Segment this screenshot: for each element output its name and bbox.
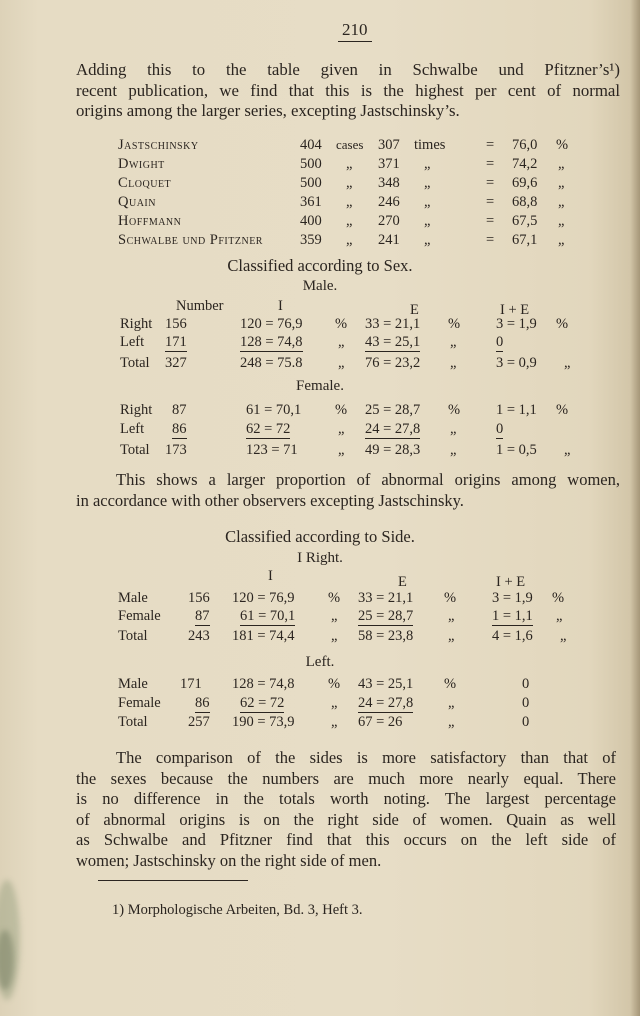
row-i: 120 = 76,9 <box>240 316 303 332</box>
row-e-unit: „ <box>448 695 455 711</box>
row-i-unit: „ <box>338 334 345 350</box>
row-i: 181 = 74,4 <box>232 628 295 644</box>
row-ie: 1 = 1,1 <box>492 608 533 624</box>
row-e: 33 = 21,1 <box>358 590 414 606</box>
row-ie-unit: „ <box>556 608 563 624</box>
row-ie: 0 <box>522 695 530 711</box>
page-number: 210 <box>338 20 372 42</box>
row-n: 257 <box>188 714 210 730</box>
series-cases: 500 <box>300 175 322 191</box>
col-i: I <box>268 568 273 584</box>
row-i: 62 = 72 <box>240 695 285 711</box>
row-label: Total <box>120 355 150 371</box>
row-e: 43 = 25,1 <box>365 334 421 350</box>
row-label: Female <box>118 695 161 711</box>
row-ie-unit: % <box>556 402 569 418</box>
row-ie: 1 = 1,1 <box>496 402 537 418</box>
row-label: Right <box>120 316 153 332</box>
col-number: Number <box>176 298 224 314</box>
female-label: Female. <box>296 378 344 394</box>
row-i: 120 = 76,9 <box>232 590 295 606</box>
male-label: Male. <box>302 278 338 294</box>
row-i: 123 = 71 <box>246 442 298 458</box>
series-pct: 74,2 <box>512 156 538 172</box>
row-i-unit: „ <box>331 608 338 624</box>
page-edge-shadow <box>630 0 640 1016</box>
mid-paragraph <box>76 470 620 511</box>
row-label: Right <box>120 402 153 418</box>
row-e: 58 = 23,8 <box>358 628 414 644</box>
row-e-unit: „ <box>450 355 457 371</box>
row-e-unit: % <box>444 676 457 692</box>
series-name: Jastschinsky <box>118 137 199 153</box>
series-eq: = <box>486 194 495 210</box>
row-e-unit: „ <box>448 608 455 624</box>
conclusion-paragraph <box>76 748 616 871</box>
row-ie: 0 <box>522 676 530 692</box>
row-i-unit: % <box>328 590 341 606</box>
intro-line: recent publication, we find that this is the highest per cent of normal <box>76 80 620 100</box>
row-ie: 0 <box>496 334 504 350</box>
row-i-unit: „ <box>338 421 345 437</box>
series-pct: 67,5 <box>512 213 538 229</box>
row-e: 25 = 28,7 <box>358 608 414 624</box>
row-label: Left <box>120 334 145 350</box>
series-ditto: „ <box>346 156 353 172</box>
row-ie: 1 = 0,5 <box>496 442 537 458</box>
row-i: 128 = 74,8 <box>240 334 303 350</box>
row-i: 190 = 73,9 <box>232 714 295 730</box>
mid-line: This shows a larger proportion of abnormal origins among women, <box>116 470 620 489</box>
side-heading: Classified according to Side. <box>225 527 415 546</box>
row-n: 87 <box>172 402 187 418</box>
row-n: 86 <box>172 421 187 437</box>
row-e-unit: % <box>448 402 461 418</box>
series-cases: 400 <box>300 213 322 229</box>
row-n: 327 <box>165 355 187 371</box>
row-i: 61 = 70,1 <box>246 402 302 418</box>
row-ie: 3 = 0,9 <box>496 355 537 371</box>
row-label: Female <box>118 608 161 624</box>
row-e: 24 = 27,8 <box>358 695 414 711</box>
row-n: 243 <box>188 628 210 644</box>
col-e: E <box>410 302 419 318</box>
row-i-unit: „ <box>338 355 345 371</box>
conclusion-line: is no difference in the totals worth noting. The largest percentage <box>76 789 616 808</box>
row-i-unit: „ <box>331 714 338 730</box>
row-ie: 0 <box>522 714 530 730</box>
row-i-unit: % <box>335 316 348 332</box>
series-name: Quain <box>118 194 156 210</box>
series-times-word: times <box>414 137 446 153</box>
series-pct: 69,6 <box>512 175 538 191</box>
series-name: Hoffmann <box>118 213 182 229</box>
row-label: Left <box>120 421 145 437</box>
series-times: 307 <box>378 137 400 153</box>
row-e-unit: „ <box>448 714 455 730</box>
series-cases: 359 <box>300 232 322 248</box>
row-label: Total <box>120 442 150 458</box>
row-ie: 0 <box>496 421 504 437</box>
row-e-unit: „ <box>450 421 457 437</box>
right-label: I Right. <box>297 550 343 566</box>
left-label: Left. <box>305 654 335 670</box>
row-ie-unit: „ <box>564 355 571 371</box>
series-ditto: „ <box>424 232 431 248</box>
row-e-unit: % <box>448 316 461 332</box>
series-eq: = <box>486 175 495 191</box>
series-pct-sign: % <box>556 137 569 153</box>
row-n: 171 <box>165 334 187 350</box>
row-e: 24 = 27,8 <box>365 421 421 437</box>
footnote-rule <box>98 880 248 881</box>
series-eq: = <box>486 232 495 248</box>
row-ie-unit: „ <box>564 442 571 458</box>
series-cases: 500 <box>300 156 322 172</box>
row-e-unit: % <box>444 590 457 606</box>
series-pct: 76,0 <box>512 137 538 153</box>
col-ie: I + E <box>496 574 526 590</box>
row-i: 62 = 72 <box>246 421 291 437</box>
row-i-unit: „ <box>338 442 345 458</box>
conclusion-line: of abnormal origins is on the right side of women. Quain as well <box>76 809 616 829</box>
row-label: Total <box>118 628 148 644</box>
series-ditto: „ <box>558 175 565 191</box>
intro-line: origins among the larger series, excepting Jastschinsky’s. <box>76 101 460 120</box>
row-e: 67 = 26 <box>358 714 403 730</box>
series-eq: = <box>486 137 495 153</box>
row-e: 43 = 25,1 <box>358 676 414 692</box>
series-ditto: „ <box>424 194 431 210</box>
row-i-unit: % <box>335 402 348 418</box>
row-ie-unit: % <box>552 590 565 606</box>
row-n: 173 <box>165 442 187 458</box>
row-i-unit: „ <box>331 628 338 644</box>
series-ditto: „ <box>424 156 431 172</box>
series-pct: 68,8 <box>512 194 538 210</box>
series-ditto: „ <box>558 213 565 229</box>
row-i-unit: „ <box>331 695 338 711</box>
series-ditto: „ <box>558 232 565 248</box>
row-ie: 4 = 1,6 <box>492 628 533 644</box>
row-n: 87 <box>195 608 210 624</box>
row-label: Male <box>118 676 148 692</box>
series-name: Schwalbe und Pfitzner <box>118 232 263 248</box>
series-times: 246 <box>378 194 400 210</box>
series-ditto: „ <box>424 175 431 191</box>
series-eq: = <box>486 213 495 229</box>
row-ie-unit: „ <box>560 628 567 644</box>
row-ie: 3 = 1,9 <box>496 316 537 332</box>
row-label: Total <box>118 714 148 730</box>
row-i: 248 = 75.8 <box>240 355 303 371</box>
series-cases: 404 <box>300 137 322 153</box>
series-times: 371 <box>378 156 400 172</box>
series-name: Cloquet <box>118 175 172 191</box>
row-ie-unit: % <box>556 316 569 332</box>
conclusion-line: women; Jastschinsky on the right side of men. <box>76 850 382 870</box>
conclusion-line: the sexes because the numbers are much more nearly equal. There <box>76 768 616 788</box>
row-i: 61 = 70,1 <box>240 608 296 624</box>
series-ditto: „ <box>558 156 565 172</box>
series-ditto: „ <box>346 232 353 248</box>
col-e: E <box>398 574 407 590</box>
series-name: Dwight <box>118 156 165 172</box>
series-ditto: „ <box>346 213 353 229</box>
conclusion-line: The comparison of the sides is more satisfactory than that of <box>116 748 616 767</box>
row-n: 156 <box>188 590 210 606</box>
series-ditto: „ <box>346 175 353 191</box>
mid-line: in accordance with other observers excepting Jastschinsky. <box>76 490 464 510</box>
row-label: Male <box>118 590 148 606</box>
series-ditto: „ <box>424 213 431 229</box>
series-eq: = <box>486 156 495 172</box>
row-e: 49 = 28,3 <box>365 442 421 458</box>
row-i-unit: % <box>328 676 341 692</box>
series-times: 348 <box>378 175 400 191</box>
conclusion-line: as Schwalbe and Pfitzner find that this occurs on the left side of <box>76 830 616 849</box>
row-ie: 3 = 1,9 <box>492 590 533 606</box>
row-e: 33 = 21,1 <box>365 316 421 332</box>
row-n: 171 <box>180 676 202 692</box>
intro-paragraph <box>76 60 620 122</box>
row-e: 76 = 23,2 <box>365 355 421 371</box>
series-ditto: „ <box>346 194 353 210</box>
col-ie: I + E <box>500 302 530 318</box>
row-e-unit: „ <box>448 628 455 644</box>
intro-line: Adding this to the table given in Schwalbe und Pfitzner’s¹) <box>76 60 620 79</box>
series-cases: 361 <box>300 194 322 210</box>
row-e: 25 = 28,7 <box>365 402 421 418</box>
row-i: 128 = 74,8 <box>232 676 295 692</box>
series-cases-word: cases <box>336 137 364 152</box>
series-ditto: „ <box>558 194 565 210</box>
row-e-unit: „ <box>450 334 457 350</box>
row-n: 156 <box>165 316 187 332</box>
col-i: I <box>278 298 283 314</box>
series-times: 241 <box>378 232 400 248</box>
row-n: 86 <box>195 695 210 711</box>
series-pct: 67,1 <box>512 232 538 248</box>
row-e-unit: „ <box>450 442 457 458</box>
series-times: 270 <box>378 213 400 229</box>
footnote: 1) Morphologische Arbeiten, Bd. 3, Heft 3. <box>112 902 363 918</box>
sex-heading: Classified according to Sex. <box>227 256 413 275</box>
